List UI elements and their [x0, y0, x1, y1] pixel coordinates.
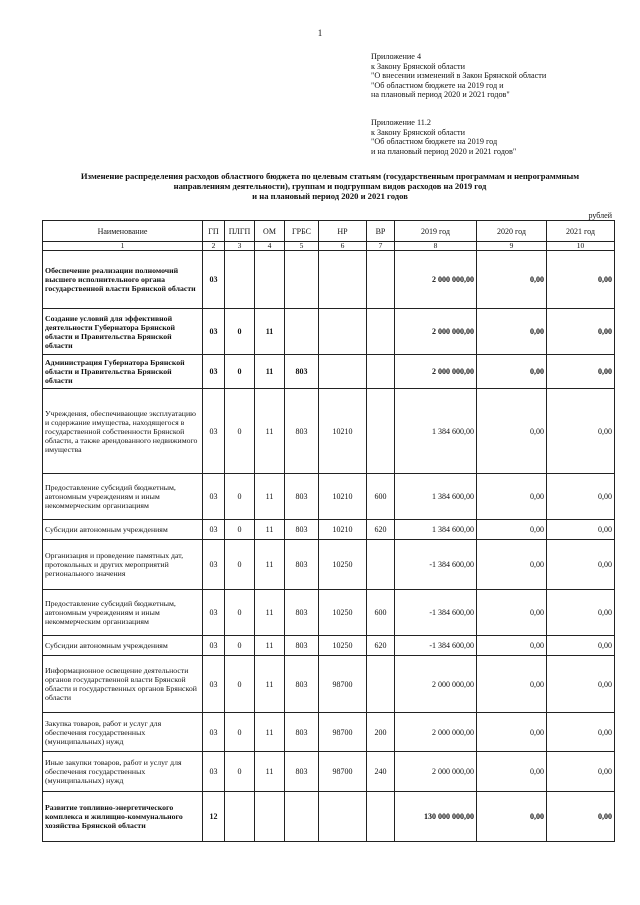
table-cell: -1 384 600,00 [395, 636, 477, 656]
table-cell: 03 [203, 590, 225, 636]
title-line: Изменение распределения расходов областного бюджета по целевым статьям (государственным программам и непрограммным [80, 171, 580, 181]
table-cell: 11 [255, 474, 285, 520]
column-header: ПЛГП [225, 221, 255, 242]
annex-4-header [371, 52, 546, 100]
annex-line: Приложение 11.2 [371, 118, 432, 127]
table-row [43, 355, 615, 389]
column-header: 2021 год [547, 221, 615, 242]
table-cell: 0 [225, 540, 255, 590]
row-name-cell: Субсидии автономным учреждениям [43, 636, 203, 656]
table-cell: 0,00 [477, 656, 547, 713]
table-cell: 0 [225, 309, 255, 355]
table-cell: 0,00 [477, 389, 547, 474]
table-cell: 0 [225, 355, 255, 389]
row-name-cell: Организация и проведение памятных дат, протокольных и других мероприятий регионального значения [43, 540, 203, 590]
table-cell: 0,00 [477, 309, 547, 355]
table-cell: 0,00 [477, 792, 547, 842]
table-cell: 0,00 [547, 474, 615, 520]
table-cell: 0,00 [547, 540, 615, 590]
table-cell: 03 [203, 656, 225, 713]
table-cell: 803 [285, 713, 319, 752]
table-cell: 03 [203, 309, 225, 355]
table-cell: 2 000 000,00 [395, 752, 477, 792]
table-cell: 0,00 [477, 474, 547, 520]
table-row [43, 792, 615, 842]
table-cell: 98700 [319, 656, 367, 713]
table-body [43, 251, 615, 842]
table-cell: 03 [203, 474, 225, 520]
units-label: рублей [588, 211, 612, 220]
table-cell: 0,00 [477, 355, 547, 389]
table-cell: 2 000 000,00 [395, 309, 477, 355]
row-name-cell: Учреждения, обеспечивающие эксплуатацию и содержание имущества, находящегося в государственной собственности Брянской области, а также арендованного недвижимого имущества [43, 389, 203, 474]
table-cell [319, 355, 367, 389]
table-cell [225, 792, 255, 842]
budget-table [42, 220, 615, 842]
column-header: ГП [203, 221, 225, 242]
column-header: Наименование [43, 221, 203, 242]
column-number: 7 [367, 242, 395, 251]
title-line: направлениям деятельности), группам и подгруппам видов расходов на 2019 год [173, 181, 487, 191]
row-name-cell: Обеспечение реализации полномочий высшего исполнительного органа государственной власти Брянской области [43, 251, 203, 309]
table-cell: 0,00 [477, 713, 547, 752]
table-row [43, 540, 615, 590]
table-cell [285, 792, 319, 842]
column-number: 9 [477, 242, 547, 251]
column-number: 8 [395, 242, 477, 251]
row-name-cell: Закупка товаров, работ и услуг для обеспечения государственных (муниципальных) нужд [43, 713, 203, 752]
table-cell: 0,00 [477, 636, 547, 656]
column-header: НР [319, 221, 367, 242]
table-cell: 11 [255, 520, 285, 540]
table-column-numbers-row [43, 242, 615, 251]
table-cell: 11 [255, 540, 285, 590]
table-cell: 0,00 [547, 355, 615, 389]
table-cell: 0,00 [547, 309, 615, 355]
table-cell [367, 355, 395, 389]
table-cell: 1 384 600,00 [395, 389, 477, 474]
annex-line: и на плановый период 2020 и 2021 годов" [371, 146, 517, 156]
table-cell: 2 000 000,00 [395, 713, 477, 752]
table-row [43, 309, 615, 355]
table-cell [319, 792, 367, 842]
table-row [43, 251, 615, 309]
row-name-cell: Иные закупки товаров, работ и услуг для обеспечения государственных (муниципальных) нужд [43, 752, 203, 792]
table-cell: 98700 [319, 752, 367, 792]
table-cell: 11 [255, 656, 285, 713]
table-cell: -1 384 600,00 [395, 540, 477, 590]
table-cell: 803 [285, 540, 319, 590]
column-number: 2 [203, 242, 225, 251]
table-cell: 0,00 [477, 520, 547, 540]
table-cell: 98700 [319, 713, 367, 752]
table-cell: 0,00 [477, 251, 547, 309]
table-cell [285, 309, 319, 355]
table-cell: 0,00 [547, 792, 615, 842]
table-cell: 2 000 000,00 [395, 251, 477, 309]
table-cell: -1 384 600,00 [395, 590, 477, 636]
table-cell [367, 540, 395, 590]
table-cell: 03 [203, 752, 225, 792]
table-cell: 600 [367, 474, 395, 520]
annex-line: "Об областном бюджете на 2019 год [371, 137, 498, 147]
table-cell [367, 656, 395, 713]
column-number: 10 [547, 242, 615, 251]
table-cell: 0 [225, 474, 255, 520]
table-cell: 803 [285, 590, 319, 636]
annex-line: Приложение 4 [371, 52, 422, 61]
table-cell: 03 [203, 540, 225, 590]
annex-line: на плановый период 2020 и 2021 годов" [371, 90, 510, 100]
annex-line: к Закону Брянской области [371, 61, 465, 71]
table-cell: 0,00 [477, 752, 547, 792]
table-cell: 803 [285, 474, 319, 520]
table-cell [367, 792, 395, 842]
column-number: 1 [43, 242, 203, 251]
table-cell: 03 [203, 355, 225, 389]
table-cell: 10210 [319, 474, 367, 520]
table-cell: 803 [285, 389, 319, 474]
column-number: 4 [255, 242, 285, 251]
table-header-row [43, 221, 615, 242]
annex-line: "Об областном бюджете на 2019 год и [371, 80, 504, 90]
table-cell: 12 [203, 792, 225, 842]
table-cell: 10250 [319, 590, 367, 636]
table-cell: 0,00 [477, 540, 547, 590]
table-cell: 11 [255, 713, 285, 752]
table-cell: 803 [285, 520, 319, 540]
table-cell: 03 [203, 251, 225, 309]
table-cell: 0,00 [547, 752, 615, 792]
table-cell: 03 [203, 636, 225, 656]
table-cell: 0,00 [547, 636, 615, 656]
table-cell [255, 251, 285, 309]
table-cell: 620 [367, 636, 395, 656]
table-row [43, 752, 615, 792]
table-cell: 03 [203, 713, 225, 752]
table-cell: 11 [255, 590, 285, 636]
table-cell: 803 [285, 656, 319, 713]
table-cell: 11 [255, 355, 285, 389]
column-header: 2020 год [477, 221, 547, 242]
table-cell: 1 384 600,00 [395, 474, 477, 520]
row-name-cell: Создание условий для эффективной деятельности Губернатора Брянской области и Правительства Брянской области [43, 309, 203, 355]
table-cell: 130 000 000,00 [395, 792, 477, 842]
table-cell: 0,00 [547, 520, 615, 540]
column-header: 2019 год [395, 221, 477, 242]
column-header: ГРБС [285, 221, 319, 242]
table-cell [367, 251, 395, 309]
column-number: 6 [319, 242, 367, 251]
column-header: ОМ [255, 221, 285, 242]
column-number: 3 [225, 242, 255, 251]
table-cell: 0,00 [547, 389, 615, 474]
table-cell [225, 251, 255, 309]
table-row [43, 713, 615, 752]
row-name-cell: Развитие топливно-энергетического комплекса и жилищно-коммунального хозяйства Брянской области [43, 792, 203, 842]
table-cell: 0,00 [547, 251, 615, 309]
table-cell: 803 [285, 752, 319, 792]
table-cell: 0,00 [477, 590, 547, 636]
table-cell [319, 251, 367, 309]
table-cell: 03 [203, 520, 225, 540]
table-cell: 11 [255, 389, 285, 474]
row-name-cell: Администрация Губернатора Брянской области и Правительства Брянской области [43, 355, 203, 389]
table-cell [367, 389, 395, 474]
table-cell: 10250 [319, 636, 367, 656]
table-cell: 2 000 000,00 [395, 656, 477, 713]
table-cell: 10250 [319, 540, 367, 590]
table-cell: 0,00 [547, 713, 615, 752]
table-cell: 0 [225, 636, 255, 656]
table-cell: 600 [367, 590, 395, 636]
table-cell: 0 [225, 520, 255, 540]
annex-11-2-header [371, 118, 516, 156]
row-name-cell: Информационное освещение деятельности органов государственной власти Брянской области и государственных органов Брянской области [43, 656, 203, 713]
table-cell: 240 [367, 752, 395, 792]
table-cell [367, 309, 395, 355]
column-header: ВР [367, 221, 395, 242]
table-cell: 803 [285, 636, 319, 656]
table-cell: 1 384 600,00 [395, 520, 477, 540]
table-cell: 0 [225, 389, 255, 474]
table-cell [255, 792, 285, 842]
document-title [60, 171, 600, 201]
table-cell: 03 [203, 389, 225, 474]
table-row [43, 520, 615, 540]
table-cell: 10210 [319, 389, 367, 474]
table-cell: 11 [255, 752, 285, 792]
table-cell: 11 [255, 309, 285, 355]
table-cell: 0 [225, 752, 255, 792]
table-cell: 0 [225, 590, 255, 636]
table-cell: 803 [285, 355, 319, 389]
table-cell: 200 [367, 713, 395, 752]
table-cell: 0,00 [547, 656, 615, 713]
table-row [43, 590, 615, 636]
table-cell: 10210 [319, 520, 367, 540]
table-row [43, 474, 615, 520]
table-cell [285, 251, 319, 309]
table-cell: 0,00 [547, 590, 615, 636]
table-cell [319, 309, 367, 355]
annex-line: "О внесении изменений в Закон Брянской области [371, 71, 547, 81]
row-name-cell: Предоставление субсидий бюджетным, автономным учреждениям и иным некоммерческим организациям [43, 590, 203, 636]
row-name-cell: Субсидии автономным учреждениям [43, 520, 203, 540]
table-row [43, 636, 615, 656]
page-number: 1 [317, 28, 323, 38]
table-cell: 0 [225, 713, 255, 752]
table-row [43, 389, 615, 474]
table-cell: 0 [225, 656, 255, 713]
table-cell: 620 [367, 520, 395, 540]
table-cell: 11 [255, 636, 285, 656]
row-name-cell: Предоставление субсидий бюджетным, автономным учреждениям и иным некоммерческим организациям [43, 474, 203, 520]
column-number: 5 [285, 242, 319, 251]
title-line: и на плановый период 2020 и 2021 годов [252, 191, 408, 201]
annex-line: к Закону Брянской области [371, 127, 465, 137]
table-cell: 2 000 000,00 [395, 355, 477, 389]
table-row [43, 656, 615, 713]
